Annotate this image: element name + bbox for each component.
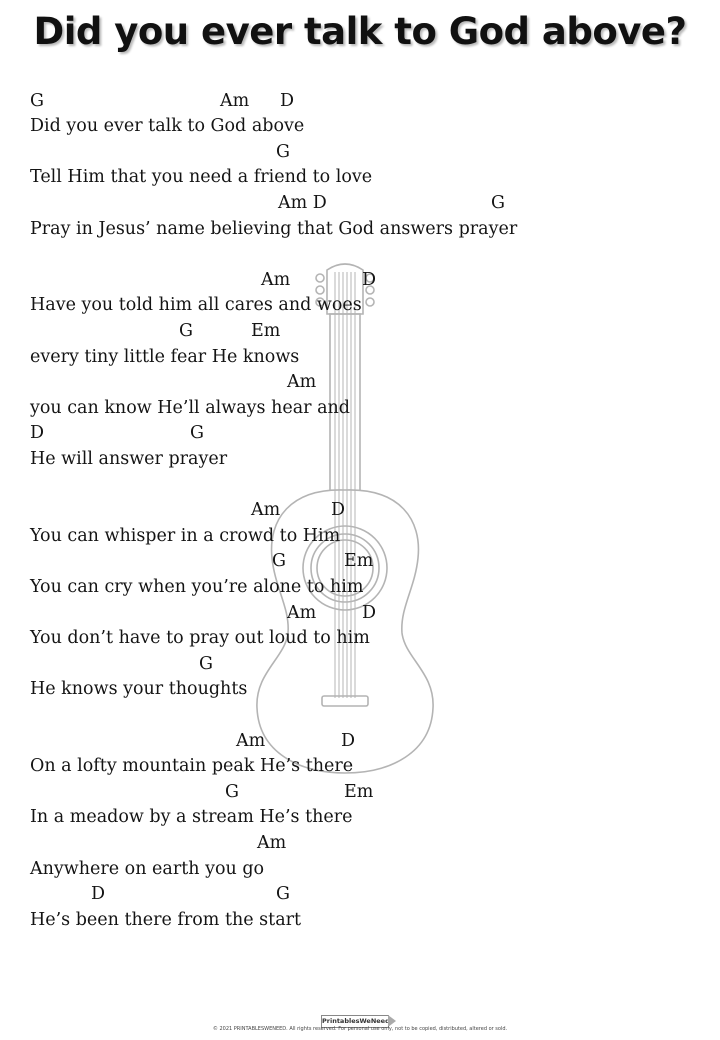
chord: D [30, 423, 45, 443]
song-title: Did you ever talk to God above? [33, 10, 687, 53]
lyric-line: Did you ever talk to God above [30, 116, 305, 136]
lyric-line: you can know He’ll always hear and [30, 398, 350, 418]
lyric-line: On a lofty mountain peak He’s there [30, 756, 354, 776]
chord: D [362, 270, 377, 290]
chord: D [280, 91, 295, 111]
chord: D [91, 884, 106, 904]
chord: G [491, 193, 505, 213]
lyric-line: Anywhere on earth you go [30, 859, 265, 879]
lyric-line: You can whisper in a crowd to Him [30, 526, 341, 546]
chord: G [225, 782, 239, 802]
chord: Am [236, 731, 266, 751]
chord: Am [257, 833, 287, 853]
chord: D [362, 603, 377, 623]
printables-logo: PrintablesWeNeed [321, 1015, 389, 1028]
lyric-line: He’s been there from the start [30, 910, 302, 930]
chord: G [276, 142, 290, 162]
chord: Am D [278, 193, 327, 213]
lyric-line: You don’t have to pray out loud to him [30, 628, 370, 648]
chord: Am [287, 603, 317, 623]
chord: D [331, 500, 346, 520]
chord: Am [261, 270, 291, 290]
lyric-line: Pray in Jesus’ name believing that God answers prayer [30, 219, 518, 239]
chord: G [199, 654, 213, 674]
chord: Em [251, 321, 281, 341]
lyric-line: He will answer prayer [30, 449, 228, 469]
lyric-line: In a meadow by a stream He’s there [30, 807, 353, 827]
chord: G [272, 551, 286, 571]
chord: G [276, 884, 290, 904]
chord: Am [251, 500, 281, 520]
lyric-line: Have you told him all cares and woes [30, 295, 362, 315]
chord: D [341, 731, 356, 751]
chord: G [190, 423, 204, 443]
chord: Am [220, 91, 250, 111]
lyric-line: He knows your thoughts [30, 679, 248, 699]
lyric-line: You can cry when you’re alone to him [30, 577, 364, 597]
chord: G [30, 91, 44, 111]
lyric-line: Tell Him that you need a friend to love [30, 167, 373, 187]
chord: Am [287, 372, 317, 392]
copyright-notice: © 2021 PRINTABLESWENEED. All rights reserved. For personal use only, not to be copied, distributed, altered or sold. [212, 1026, 508, 1032]
chord: G [179, 321, 193, 341]
chord: Em [344, 782, 374, 802]
lyric-line: every tiny little fear He knows [30, 347, 300, 367]
chord: Em [344, 551, 374, 571]
